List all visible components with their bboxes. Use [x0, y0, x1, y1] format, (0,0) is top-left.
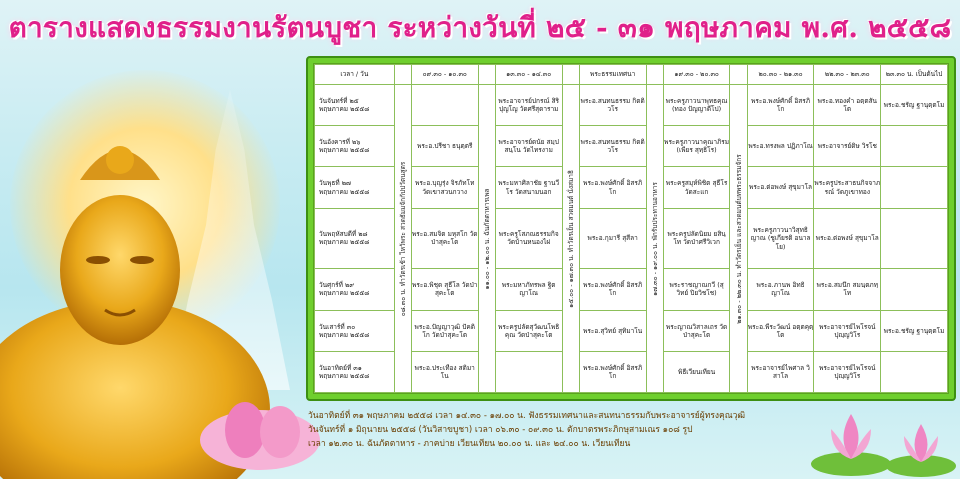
- table-cell: พระครูภาวนาคุณาภิรม (เพียร สุทฺธิโร): [663, 126, 730, 167]
- lotus-flowers: [806, 394, 956, 479]
- table-cell: พระอ.ทรงพล ปฏิภาโณ: [747, 126, 814, 167]
- table-cell: [881, 126, 948, 167]
- vertical-cell: ๐๘.๓๐ น. ทำวัตรเช้า ไหว้พระ สวดธัมมจักกัปปวัตนสูตร: [394, 85, 411, 393]
- table-cell: พระอ.พงษ์ศักดิ์ อิสรภิโก: [579, 351, 646, 392]
- table-cell: พระอ.ปรีชา ธนุตฺตรี: [411, 126, 478, 167]
- table-cell: [881, 208, 948, 269]
- page-title: ตารางแสดงธรรมงานรัตนบูชา ระหว่างวันที่ ๒๕ - ๓๑ พฤษภาคม พ.ศ. ๒๕๕๘: [8, 11, 952, 44]
- day-cell: วันเสาร์ที่ ๓๐ พฤษภาคม ๒๕๕๘: [315, 310, 395, 351]
- table-cell: พระอ.พงษ์ศักดิ์ อิสรภิโก: [579, 167, 646, 208]
- day-cell: วันพฤหัสบดีที่ ๒๘ พฤษภาคม ๒๕๕๘: [315, 208, 395, 269]
- table-cell: พระอาจารย์ปกรณ์ สิริปุญโญ วัดศรีสุดาราม: [495, 85, 562, 126]
- header-cell: พระธรรมเทศนา: [579, 65, 646, 85]
- table-cell: พระอ.สมจิต มหุสโก วัดป่าสุคะโต: [411, 208, 478, 269]
- table-cell: [881, 351, 948, 392]
- table-cell: พระอ.พงษ์ศักดิ์ อิสรภิโก: [747, 85, 814, 126]
- table-cell: [495, 351, 562, 392]
- table-cell: พระราชญาณกวี (สุวิทย์ ปิยวิชโช): [663, 269, 730, 310]
- schedule-table: [314, 64, 948, 393]
- table-cell: พระอาจารย์ไพโรจน์ ปุญฺญวิโร: [814, 310, 881, 351]
- table-cell: พิธีเวียนเทียน: [663, 351, 730, 392]
- footer-line: วันอาทิตย์ที่ ๓๑ พฤษภาคม ๒๕๕๘ เวลา ๑๔.๓๐ - ๑๗.๐๐ น. ฟังธรรมเทศนาและสนทนาธรรมกับพระอาจารย์ผู้ทรงคุณวุฒิ: [308, 411, 746, 421]
- header-cell: ๑๙.๓๐ - ๒๐.๓๐: [663, 65, 730, 85]
- table-cell: พระอ.พิชุด สุธีโล วัดป่าสุคะโต: [411, 269, 478, 310]
- header-row: [315, 65, 948, 85]
- header-cell: ๒๐.๓๐ - ๒๑.๓๐: [747, 65, 814, 85]
- day-cell: วันพุธที่ ๒๗ พฤษภาคม ๒๕๕๘: [315, 167, 395, 208]
- table-cell: พระญาณวิสาลเถร วัดป่าสุคะโต: [663, 310, 730, 351]
- table-cell: พระอ.สนทนธรรม กิตติวโร: [579, 126, 646, 167]
- table-cell: [411, 85, 478, 126]
- vertical-cell: ๑๕.๐๐ - ๑๗.๓๐ น. ทำวัตรเย็น สวดมนต์ นั่งสมาธิ: [562, 85, 579, 393]
- table-cell: พระครูปลัดสุวัฒนโพธิคุณ วัดป่าสุคะโต: [495, 310, 562, 351]
- day-cell: วันอาทิตย์ที่ ๓๑ พฤษภาคม ๒๕๕๘: [315, 351, 395, 392]
- table-cell: พระอ.สมนึก สมนฺตภทฺโท: [814, 269, 881, 310]
- table-cell: พระอ.พีระวัฒน์ อตฺตคุตฺโต: [747, 310, 814, 351]
- header-cell: ๐๙.๓๐ - ๑๐.๓๐: [411, 65, 478, 85]
- table-cell: พระอ.ต่อพงษ์ สุขุมาโล: [747, 167, 814, 208]
- day-cell: วันจันทร์ที่ ๒๕ พฤษภาคม ๒๕๕๘: [315, 85, 395, 126]
- header-cell: ๒๓.๓๐ น. เป็นต้นไป: [881, 65, 948, 85]
- table-cell: พระอ.ทองคำ อตฺตสันโต: [814, 85, 881, 126]
- table-cell: พระครูประสาธนกิจจาภรณ์ วัดภูเขาทอง: [814, 167, 881, 208]
- table-cell: พระอ.ภานพ อิทธิญาโณ: [747, 269, 814, 310]
- schedule-grid: [313, 63, 949, 394]
- table-cell: พระอ.ประเทือง สติมาโน: [411, 351, 478, 392]
- table-cell: พระครูโสภณธรรมกิจ วัดบ้านหนองไผ่: [495, 208, 562, 269]
- header-cell: ๒๒.๓๐ - ๒๓.๓๐: [814, 65, 881, 85]
- table-cell: พระครูสมุห์พิชิต สุธีโร วัดสะแก: [663, 167, 730, 208]
- table-cell: พระอ.ปัญญาวุฒิ ปัคติโก วัดป่าสุคะโต: [411, 310, 478, 351]
- table-cell: พระอ.ชรัญ ฐานุตฺตโม: [881, 85, 948, 126]
- table-cell: พระอ.กุมารี สุสีลา: [579, 208, 646, 269]
- table-cell: พระอ.สุวิทย์ สุทิมาโน: [579, 310, 646, 351]
- schedule-panel: [306, 56, 956, 401]
- day-cell: วันอังคารที่ ๒๖ พฤษภาคม ๒๕๕๘: [315, 126, 395, 167]
- table-row: [315, 85, 948, 126]
- table-cell: พระอ.พงษ์ศักดิ์ อิสรภิโก: [579, 269, 646, 310]
- header-cell: ๑๓.๓๐ - ๑๔.๓๐: [495, 65, 562, 85]
- table-cell: พระอาจารย์ดิษ วิรโช: [814, 126, 881, 167]
- table-cell: พระมหาศิลาชัย ฐานวีโร วัดสนามนอก: [495, 167, 562, 208]
- vertical-cell: ๒๑.๓๐ - ๒๒.๓๐ น. ทำวัตรเย็น และสวดมนต์บทพระธรรมจักร: [730, 85, 747, 393]
- table-cell: พระอ.ต่อพงษ์ สุขุมาโล: [814, 208, 881, 269]
- table-cell: [881, 167, 948, 208]
- table-cell: พระครูภาวนาวิสุทธิญาณ (ชูเกียรติ อนาลโย): [747, 208, 814, 269]
- table-cell: พระอ.บุญรุ่ง จิรภัทโท วัดเขาสวนกวาง: [411, 167, 478, 208]
- corner-header: เวลา / วัน: [315, 65, 395, 85]
- footer-line: วันจันทร์ที่ ๑ มิถุนายน ๒๕๕๘ (วันวิสาขบูชา) เวลา ๐๖.๓๐ - ๐๙.๓๐ น. ตักบาตรพระภิกษุสามเณร ๑๐๘ รูป: [308, 425, 693, 436]
- footer-notes: [308, 409, 828, 473]
- table-cell: [881, 269, 948, 310]
- table-cell: พระอ.สนทนธรรม กิตติวโร: [579, 85, 646, 126]
- buddha-image: [0, 120, 320, 479]
- table-cell: พระครูปลัดนิยม ยสินฺโท วัดป่าศรีวิเวก: [663, 208, 730, 269]
- vertical-cell: ๑๑.๐๐ - ๑๒.๐๐ น. ฉันภัตตาหารเพล: [478, 85, 495, 393]
- table-cell: พระมหาภัทรพล ฐิตญาโณ: [495, 269, 562, 310]
- vertical-cell: ๑๗.๓๐ - ๑๙.๐๐ น. พักรับประทานอาหาร: [646, 85, 663, 393]
- footer-line: เวลา ๑๒.๓๐ น. ฉันภัตตาหาร - ภาคบ่าย เวียนเทียน ๒๐.๐๐ น. และ ๒๔.๐๐ น. เวียนเทียน: [308, 439, 631, 450]
- table-cell: พระอาจารย์ไพโรจน์ ปุญฺญวิโร: [814, 351, 881, 392]
- table-cell: พระอ.ชรัญ ฐานุตฺตโม: [881, 310, 948, 351]
- table-cell: พระอาจารย์ดนัย สมฺปสนฺโน วัดไทรงาม: [495, 126, 562, 167]
- table-cell: พระอาจารย์ไพศาล วิสาโล: [747, 351, 814, 392]
- table-cell: พระครูภาวนาพุทธคุณ (ทอง ปัญญาดีโป): [663, 85, 730, 126]
- day-cell: วันศุกร์ที่ ๒๙ พฤษภาคม ๒๕๕๘: [315, 269, 395, 310]
